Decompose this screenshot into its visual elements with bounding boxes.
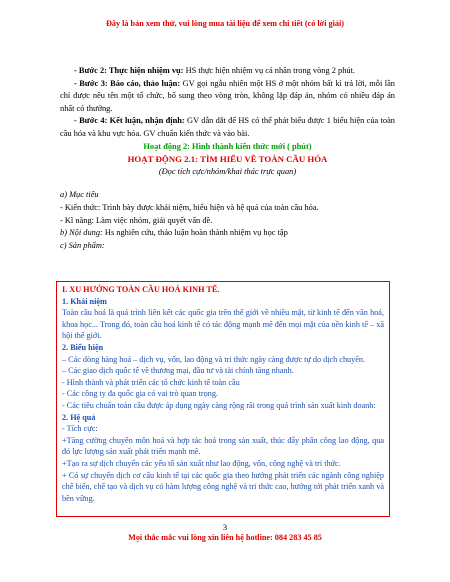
expression-item: – Các giao dịch quốc tế về thương mại, đầu tư và tài chính tăng nhanh.	[62, 366, 294, 376]
objective-label-text: a) Mục tiêu	[60, 190, 99, 200]
content-label: b) Nội dung:	[60, 228, 103, 238]
subactivity-heading: HOẠT ĐỘNG 2.1: TÌM HIỂU VỀ TOÀN CẦU HÓA	[127, 154, 328, 165]
content-text: Hs nghiên cứu, thảo luận hoàn thành nhiệm vụ học tập	[102, 228, 288, 238]
consequence-item: +Tạo ra sự dịch chuyển các yếu tố sản xuất như lao động, vốn, công nghệ và tri thức.	[62, 458, 341, 468]
skills-line: - Kĩ năng: Làm việc nhóm, giải quyết vấn đề.	[60, 215, 213, 225]
consequence-item: + Có sự chuyển dịch cơ cấu kinh tế tại các quốc gia theo hướng phát triển các ngành công nghiệp chế biến, chế tạo và dịch vụ có hàm lượng công nghệ và tri thức cao, hướng tới phát triển xanh và bền vững.	[62, 470, 384, 503]
step-3-label: - Bước 3: Báo cáo, thảo luận:	[74, 78, 181, 88]
expression-item: - Các tiêu chuẩn toàn cầu được áp dụng ngày càng rộng rãi trong quá trình sản xuất kinh doanh:	[62, 400, 376, 410]
document-body	[60, 65, 395, 252]
expression-item: - Các công ty đa quốc gia có vai trò quan trọng.	[62, 389, 218, 399]
concept-heading: 1. Khái niệm	[62, 296, 107, 306]
step-4	[60, 115, 395, 140]
step-2	[60, 65, 395, 78]
expression-item: – Các dòng hàng hoá – dịch vụ, vốn, lao động và tri thức ngày càng được tự do dịch chuyển.	[62, 354, 365, 364]
page-number: 3	[222, 522, 228, 532]
positive-label: - Tích cực:	[62, 424, 98, 434]
knowledge-line: - Kiến thức: Trình bày được khái niệm, biểu hiện và hệ quả của toàn cầu hóa.	[60, 202, 319, 212]
step-4-text: GV dẫn dắt để HS có thể phát biểu được 1 biểu hiện của toàn cầu hóa và khu vực hóa. GV chuẩn kiến thức và vào bài.	[60, 116, 395, 138]
consequence-heading: 2. Hệ quả	[62, 412, 96, 422]
method-note: (Đọc tích cực/nhóm/khai thác trực quan)	[158, 166, 297, 176]
content-line	[60, 227, 395, 240]
activity-heading: Hoạt động 2: Hình thành kiến thức mới ( phút)	[143, 141, 312, 151]
spacer	[60, 178, 395, 189]
product-label: c) Sản phẩm:	[60, 240, 105, 250]
step-3-text: GV gọi ngẫu nhiên một HS ở một nhóm bất kì trả lời, mỗi lần chỉ được nêu tên một tổ chức, bổ sung theo vòng tròn, không lặp đáp án, nhóm có nhiều đáp án nhất có thưởng.	[60, 78, 395, 113]
product-title: I. XU HƯỚNG TOÀN CẦU HOÁ KINH TẾ.	[62, 285, 220, 294]
step-4-label: - Bước 4: Kết luận, nhận định:	[74, 116, 185, 126]
preview-banner: Đây là bản xem thử, vui lòng mua tài liệu để xem chi tiết (có lời giải)	[105, 19, 344, 28]
step-2-label: - Bước 2: Thực hiện nhiệm vụ:	[74, 66, 184, 75]
step-3	[60, 78, 395, 116]
expression-heading: 2. Biểu hiện	[62, 342, 104, 352]
hotline-banner: Mọi thắc mắc vui lòng xin liên hệ hotline: 084 283 45 85	[128, 533, 322, 542]
product-label-line	[60, 240, 395, 253]
objective-label	[60, 189, 395, 202]
expression-item: - Hình thành và phát triển các tổ chức kinh tế toàn cầu	[62, 377, 240, 387]
consequence-item: +Tăng cường chuyên môn hoá và hợp tác hoá trong sản xuất, thúc đẩy phân công lao động, qua đó lực lượng sản xuất phát triển mạnh mẽ.	[62, 435, 384, 457]
step-2-text: HS thực hiện nhiệm vụ cá nhân trong vòng 2 phút.	[183, 66, 356, 75]
product-box	[56, 281, 390, 517]
concept-text: Toàn cầu hoá là quá trình liên kết các quốc gia trên thế giới về nhiều mặt, từ kinh tế đến văn hoá, khoa học... Trong đó, toàn cầu hoá kinh tế có tác động mạnh mẽ đến mọi mặt của nền kinh tế – xã hội thế giới.	[62, 308, 384, 341]
